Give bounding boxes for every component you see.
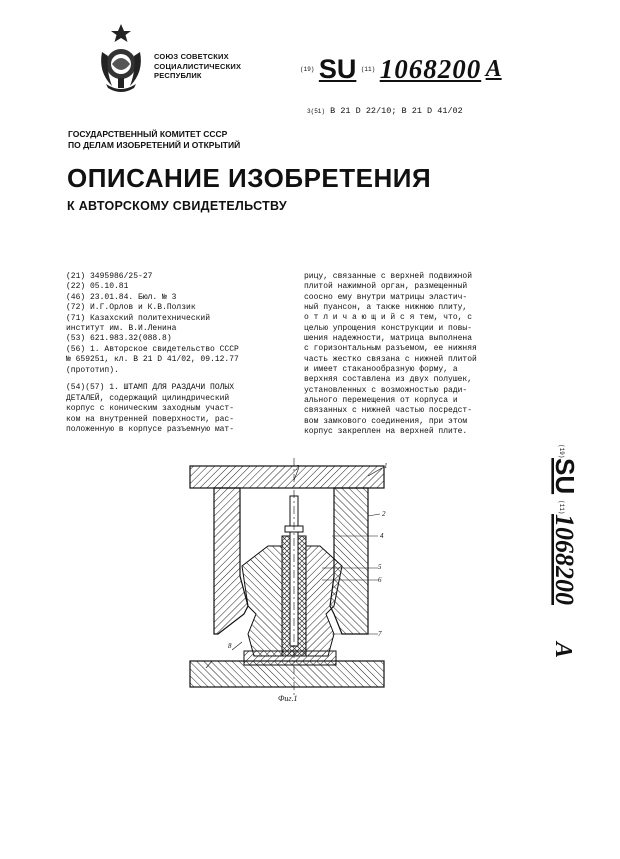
abstract-line: ального перемещения от корпуса и (304, 396, 458, 406)
side-code-19: (19) (558, 444, 565, 459)
abstract-line: ком на внутренней поверхности, рас- (66, 414, 235, 424)
biblio-line: (53) 621.983.32(088.8) (66, 334, 172, 344)
figure-label: 8 (228, 642, 232, 650)
country-code: SU (318, 54, 357, 84)
figure-label: 5 (378, 563, 382, 571)
abstract-line: (54)(57) 1. ШТАМП ДЛЯ РАЗДАЧИ ПОЛЫХ (66, 383, 235, 392)
side-patent-number (532, 444, 580, 674)
abstract-line: связанных с нижней частью посредст- (304, 406, 473, 416)
org-line: СОЦИАЛИСТИЧЕСКИХ (154, 61, 242, 71)
figure-label: 2 (382, 510, 386, 518)
biblio-line: (56) 1. Авторское свидетельство СССР (66, 344, 239, 354)
biblio-line: № 659251, кл. В 21 D 41/02, 09.12.77 (66, 355, 239, 365)
figure-label: 7 (378, 630, 382, 638)
abstract-line: целью упрощения конструкции и повы- (304, 323, 473, 333)
figure-label: 3 (296, 464, 300, 472)
abstract-line: корпус закреплен на верхней плите. (304, 427, 468, 437)
abstract-line: о т л и ч а ю щ и й с я тем, что, с (304, 313, 473, 323)
biblio-line: (прототип). (66, 365, 119, 375)
committee-line: ГОСУДАРСТВЕННЫЙ КОМИТЕТ СССР (68, 129, 228, 139)
abstract-line: положенную в корпусе разъемную мат- (66, 425, 235, 435)
abstract-line: рицу, связанные с верхней подвижной (304, 272, 473, 281)
abstract-line: вом замкового соединения, при этом (304, 416, 468, 426)
side-kind: A (550, 642, 576, 659)
biblio-line: институт им. В.И.Ленина (66, 324, 177, 334)
abstract-line: соосно ему внутри матрицы эластич- (304, 292, 468, 302)
abstract-line: верхняя составлена из двух полушек, (304, 375, 473, 385)
document-title: ОПИСАНИЕ ИЗОБРЕТЕНИЯ (67, 163, 432, 193)
figure-caption: Фиг.1 (278, 694, 298, 703)
abstract-line: ный пуансон, а также нижнюю плиту, (304, 303, 468, 313)
abstract-line: шения надежности, матрица выполнена (304, 334, 473, 344)
code-11: (11) (360, 66, 376, 73)
ipc-code: 3(51) (307, 108, 326, 115)
abstract-line: ДЕТАЛЕЙ, содержащий цилиндрический (66, 393, 230, 403)
committee-line: ПО ДЕЛАМ ИЗОБРЕТЕНИЙ И ОТКРЫТИЙ (68, 140, 241, 150)
ipc-value: B 21 D 22/10; B 21 D 41/02 (330, 106, 463, 116)
figure-label: 6 (378, 576, 382, 584)
side-code-11: (11) (558, 500, 565, 515)
document-subtitle: К АВТОРСКОМУ СВИДЕТЕЛЬСТВУ (67, 199, 287, 213)
code-19: (19) (300, 66, 315, 73)
kind-code: A (485, 56, 502, 82)
org-line: РЕСПУБЛИК (154, 71, 202, 80)
side-number: 1068200 (550, 514, 579, 605)
abstract-line: с горизонтальным разъемом, ее нижняя (304, 344, 477, 354)
patent-number: 1068200 (379, 54, 482, 84)
org-line: СОЮЗ СОВЕТСКИХ (154, 52, 229, 61)
biblio-line: (71) Казахский политехнический (66, 313, 211, 323)
abstract-line: и имеет стаканообразную форму, а (304, 365, 458, 375)
biblio-line: (72) И.Г.Орлов и К.В.Ползик (66, 303, 196, 313)
side-country: SU (550, 458, 580, 495)
abstract-line: установленных с возможностью ради- (304, 385, 468, 395)
biblio-line: (21) 3495986/25-27 (66, 272, 153, 281)
abstract-line: часть жестко связана с нижней плитой (304, 354, 477, 364)
abstract-line: плитой нажимной орган, размещенный (304, 282, 468, 292)
abstract-line: корпус с коническим заходным участ- (66, 404, 235, 414)
figure-label: 1 (384, 462, 388, 470)
figure-label: 4 (380, 532, 384, 540)
biblio-line: (22) 05.10.81 (66, 282, 129, 292)
biblio-line: (46) 23.01.84. Бюл. № 3 (66, 292, 177, 302)
